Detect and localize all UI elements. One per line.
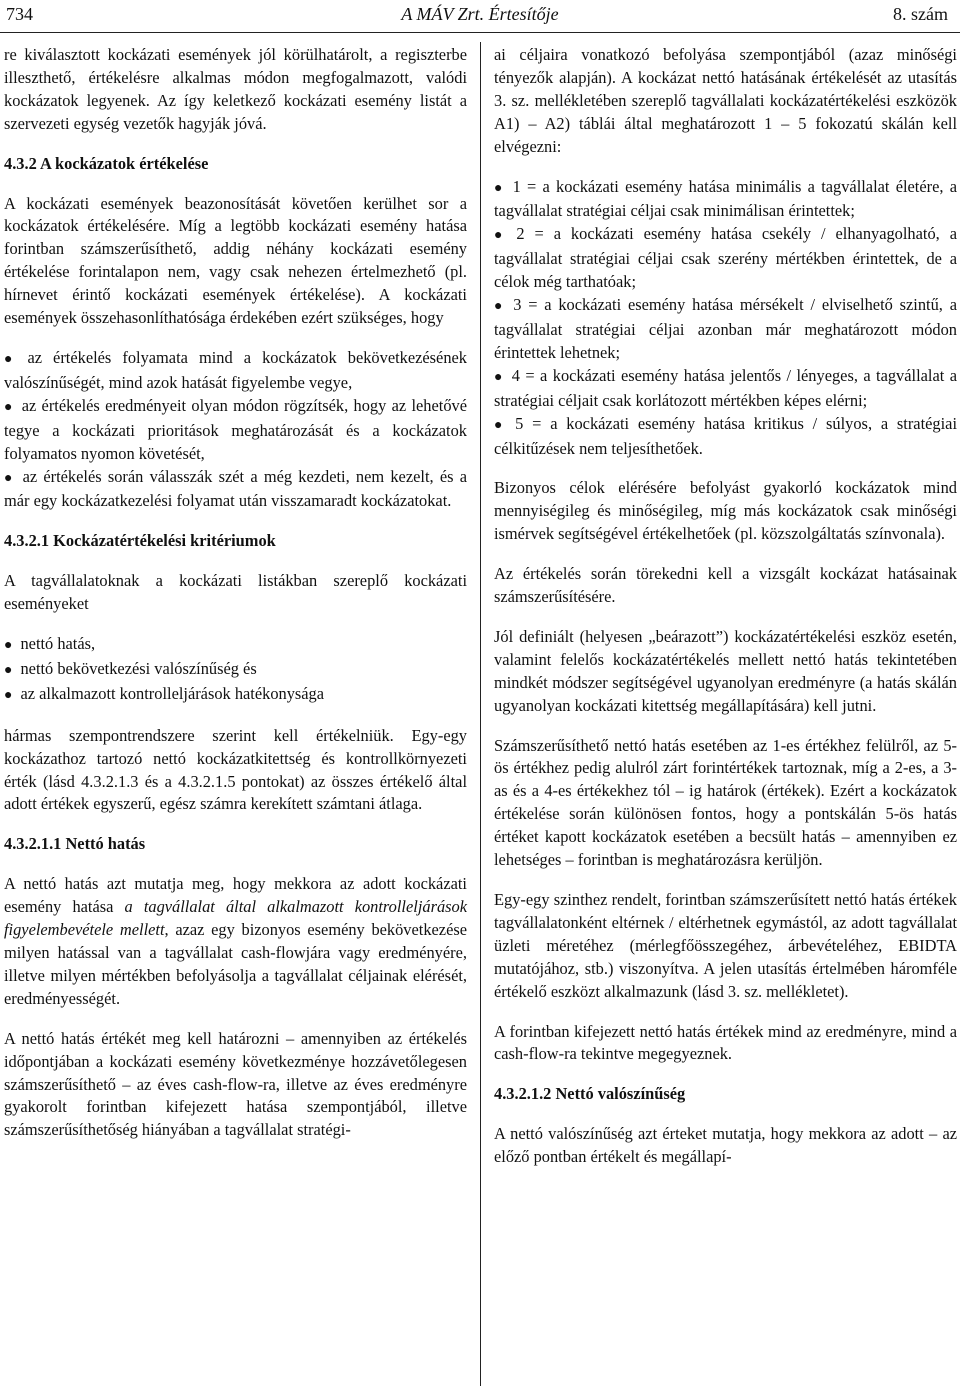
bullet-icon: ● <box>4 470 15 486</box>
paragraph-szamszerusitheto: Számszerűsíthető nettó hatás esetében az 1-es értékhez felülről, az 5-ös értékhez pedig alulról zárt forintértékek tartoznak, míg a 2-es, a 3-as és a 4-es értékekhez tól – ig határok (értékek). Ezért a kockázatok értékelése során különösen fontos, hogy a pontskálán 5-ös hatás értéket kapott kockázatok esetében a becsült hatás – amennyiben ez lehetséges – forintban is meghatározásra kerüljön. <box>494 735 957 870</box>
bullet-list-criteria <box>4 633 467 708</box>
bullet-icon: ● <box>494 228 509 244</box>
list-item: ● 1 = a kockázati esemény hatása minimális a tagvállalat életére, a tagvállalat stratégiai céljai csak minimálisan érintettek; <box>494 176 957 221</box>
paragraph-netto-hatas-1: A nettó hatás azt mutatja meg, hogy mekkora az adott kockázati esemény hatása a tagvállalat által alkalmazott kontrolleljárások figyelembevétele mellett, azaz egy bizonyos esemény bekövetkezése milyen hatással van a tagvállalat cash-flowjára vagy eredményére, illetve milyen mértékben befolyásolja a tagvállalat céljainak elérését, eredményességét. <box>4 874 467 1008</box>
list-item: ● 3 = a kockázati esemény hatása mérsékelt / elviselhető szintű, a tagvállalat stratégiai céljai azonban már meghatározott módon érintettek lehetnek; <box>494 295 957 362</box>
left-column <box>4 44 467 1159</box>
list-item: ● az alkalmazott kontrolleljárások hatékonysága <box>4 683 325 703</box>
bullet-icon: ● <box>4 662 13 678</box>
paragraph-netto-hatas-2: A nettó hatás értékét meg kell határozni – amennyiben az értékelés időpontjában a kockázati esemény következménye hozzávetőlegesen számszerűsíthető – az éves cash-flow-ra, illetve az éves eredményre gyakorolt forintban kifejezett hatása szempontjából, illetve számszerűsíthetőség hiányában a tagvállalat stratégi- <box>4 1028 467 1140</box>
paragraph-4-3-2-1: A tagvállalatoknak a kockázati listákban szereplő kockázati eseményeket <box>4 571 467 614</box>
paragraph-bizonyos: Bizonyos célok elérésére befolyást gyakorló kockázatok mind mennyiségileg és minőségileg, míg más kockázatok csak minőségi ismérvek segítségével értékelhetőek (pl. közszolgáltatás színvonala). <box>494 478 957 544</box>
page-header <box>0 0 960 34</box>
list-item: ● az értékelés során válasszák szét a még kezdeti, nem kezelt, és a már egy kockázatkezelési folyamat után visszamaradt kockázatokat. <box>4 466 467 511</box>
bullet-icon: ● <box>494 369 504 385</box>
paragraph-continued: ai céljaira vonatkozó befolyása szempontjából (azaz minőségi tényezők alapján). A kockázat nettó hatásának értékelését az utasítás 3. sz. mellékletében szereplő tagvállalati kockázatértékelési eszközök A1) – A2) táblái által meghatározott 1 – 5 fokozatú skálán kell elvégezni: <box>494 45 957 156</box>
page-number: 734 <box>6 4 33 24</box>
list-item: ● az értékelés folyamata mind a kockázatok bekövetkezésének valószínűségét, mind azok hatását figyelembe vegye, <box>4 347 467 392</box>
heading-4-3-2-1: 4.3.2.1 Kockázatértékelési kritériumok <box>4 531 276 551</box>
paragraph-4-3-2: A kockázati események beazonosítását követően kerülhet sor a kockázatok értékelésére. Míg a legtöbb kockázati esemény hatása forintban számszerűsíthető, addig néhány kockázati esemény értékelése forintalapon nem, vagy csak nehezen értelmezhető (pl. hírnevet érintő kockázati események értékelése). A kockázati események összehasonlíthatósága érdekében ezért szükséges, hogy <box>4 193 467 328</box>
bullet-icon: ● <box>494 417 508 433</box>
paragraph-forint: A forintban kifejezett nettó hatás értékek mind az eredményre, mind a cash-flow-ra tekintve megegyeznek. <box>494 1021 957 1064</box>
heading-4-3-2-1-1: 4.3.2.1.1 Nettó hatás <box>4 834 146 854</box>
paragraph-jol-definialt: Jól definiált (helyesen „beárazott”) kockázatértékelési eszköz esetén, valamint felelős kockázatértékelés mellett nettó hatás tekintetében mindkét módszer segítségével ugyanolyan eredményre (a hatás skálán ugyanolyan kockázati kitettség megállapítására) kell jutni. <box>494 626 957 715</box>
list-item: ● az értékelés eredményeit olyan módon rögzítsék, hogy az lehetővé tegye a kockázati prioritások meghatározását és a kockázatok folyamatos nyomon követését, <box>4 395 467 463</box>
list-item: ● 2 = a kockázati esemény hatása csekély / elhanyagolható, a tagvállalat stratégiai céljai csak szerény mértékben érintettek, de a célok még tarthatóak; <box>494 224 957 292</box>
heading-4-3-2: 4.3.2 A kockázatok értékelése <box>4 153 209 173</box>
header-rule <box>0 32 960 33</box>
edition-number: 8. szám <box>893 4 948 24</box>
paragraph-intro: re kiválasztott kockázati események jól körülhatárolt, a regiszterbe illeszthető, értékelésre alkalmas módon megfogalmazott, valódi kockázatok legyenek. Az így keletkező kockázati esemény listát a szervezeti egység vezetők hagyják jóvá. <box>4 45 467 133</box>
bullet-icon: ● <box>4 351 20 367</box>
list-item: ● 5 = a kockázati esemény hatása kritikus / súlyos, a stratégiai célkitűzések nem teljesíthetőek. <box>494 413 957 458</box>
bullet-list-assessment <box>4 347 467 513</box>
paragraph-egy-egy: Egy-egy szinthez rendelt, forintban számszerűsített nettó hatás értékek tagvállalatonként eltérnek / eltérhetnek egymástól, az adott tagvállalat üzleti méretéhez (mérlegfőösszegéhez, árbevételéhez, EBIDTA mutatójához, stb.) viszonyítva. A jelen utasítás értelmében háromféle értékelő eszközt alkalmazunk (lásd 3. sz. mellékletet). <box>494 890 957 1001</box>
list-item: ● nettó hatás, <box>4 634 96 654</box>
bullet-icon: ● <box>494 299 506 315</box>
paragraph-harmas: hármas szempontrendszere szerint kell értékelniük. Egy-egy kockázathoz tartozó nettó kockázatkitettség és kontrollkörnyezeti érték (lásd 4.3.2.1.3 és a 4.3.2.1.5 pontokat) az összes értékelő által adott értékek egyszerű, egész számra kerekített számtani átlaga. <box>4 725 467 814</box>
bullet-icon: ● <box>494 180 505 196</box>
paragraph-torekedni: Az értékelés során törekedni kell a vizsgált kockázat hatásainak számszerűsítésére. <box>494 564 957 607</box>
list-item: ● nettó bekövetkezési valószínűség és <box>4 658 257 678</box>
bullet-icon: ● <box>4 399 14 415</box>
list-item: ● 4 = a kockázati esemény hatása jelentős / lényeges, a tagvállalat a stratégiai céljait csak korlátozott mértékben képes elérni; <box>494 365 957 410</box>
bullet-icon: ● <box>4 638 13 654</box>
journal-title: A MÁV Zrt. Értesítője <box>401 4 559 24</box>
column-divider <box>480 42 481 1386</box>
paragraph-netto-valoszinuseg: A nettó valószínűség azt érteket mutatja, hogy mekkora az adott – az előző pontban értékelt és megállapí- <box>494 1124 957 1167</box>
heading-4-3-2-1-2: 4.3.2.1.2 Nettó valószínűség <box>494 1084 686 1104</box>
impact-scale-list <box>494 176 957 461</box>
bullet-icon: ● <box>4 687 13 703</box>
right-column <box>494 44 957 1186</box>
